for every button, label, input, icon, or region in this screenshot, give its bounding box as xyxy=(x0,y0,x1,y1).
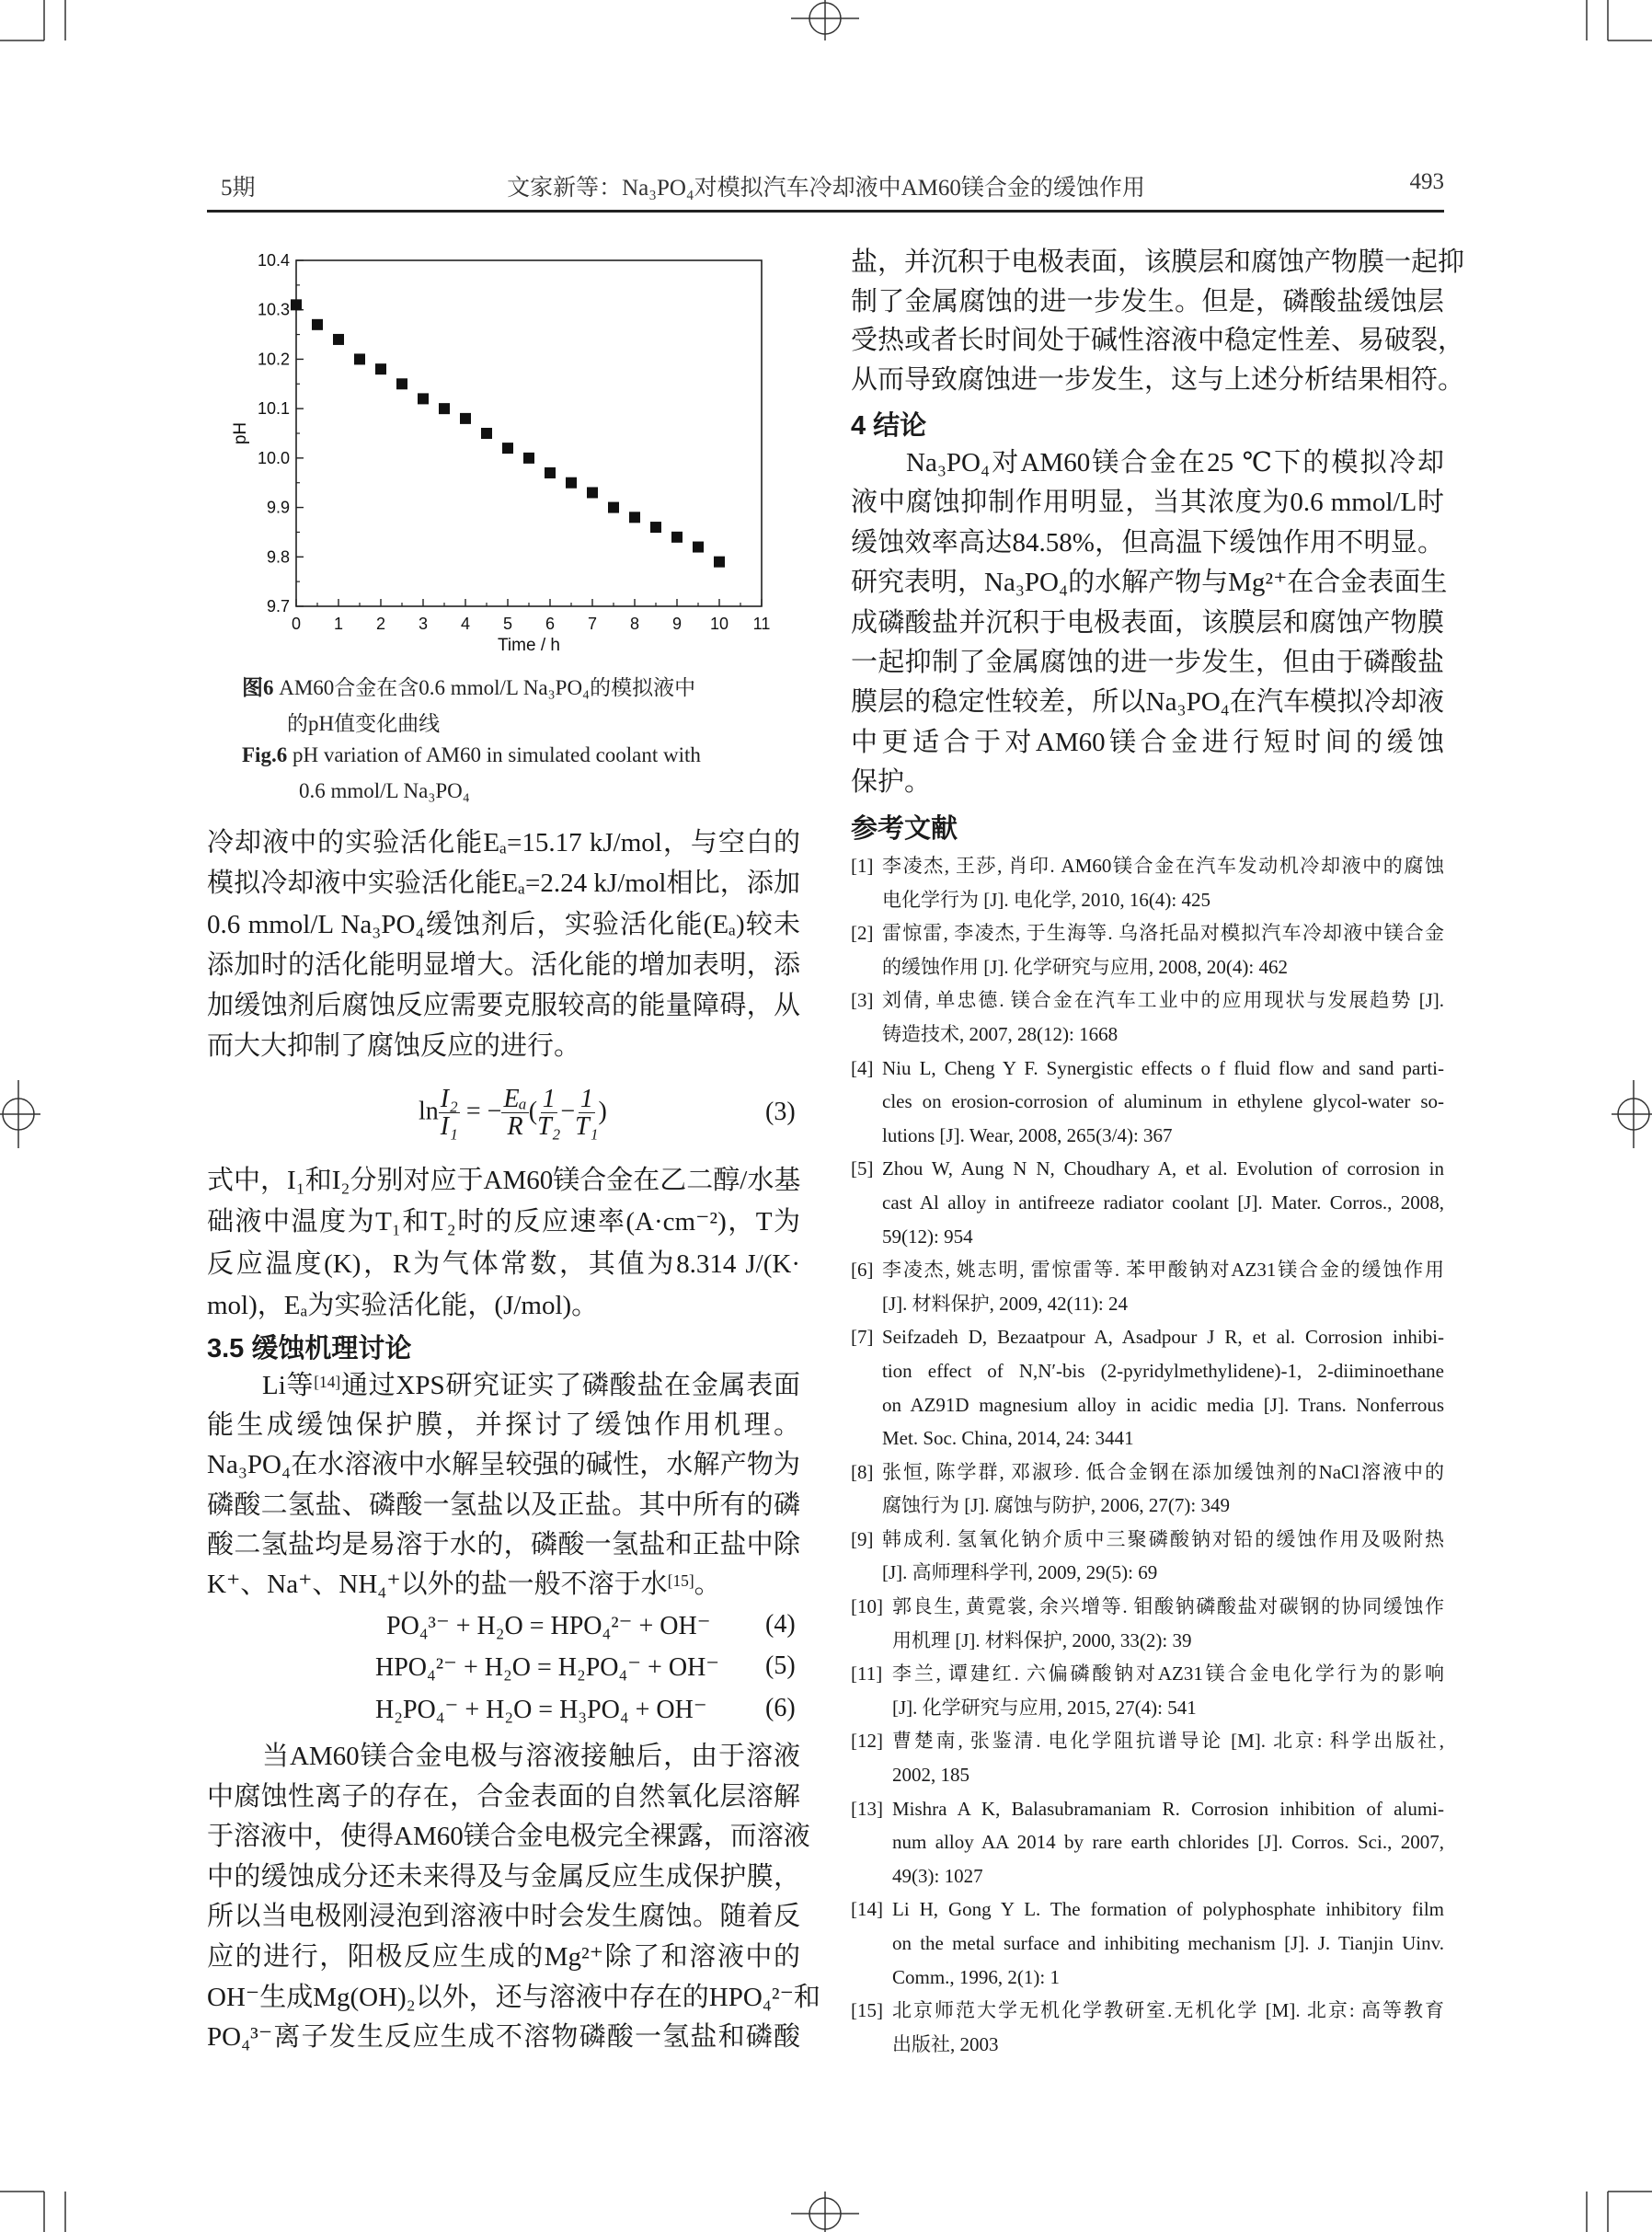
text-line: 保护。 xyxy=(851,767,932,798)
citation-link: [15] xyxy=(667,1571,694,1591)
reference-line: 李凌杰, 王莎, 肖印. AM60镁合金在汽车发动机冷却液中的腐蚀 xyxy=(882,855,1444,877)
reference-item xyxy=(851,1792,1444,1893)
reference-number: [7] xyxy=(851,1326,874,1349)
section-heading-4: 4 结论 xyxy=(851,411,927,441)
equation-4-number: (4) xyxy=(765,1610,796,1639)
reference-item xyxy=(851,1320,1444,1455)
equation-6: H₂PO₄⁻ + H₂O = H₃PO₄ + OH⁻ xyxy=(375,1696,707,1724)
reference-number: [13] xyxy=(851,1797,883,1820)
reference-item xyxy=(851,1523,1444,1590)
reference-item xyxy=(851,1152,1444,1253)
paragraph-variables xyxy=(207,1160,800,1327)
data-point xyxy=(460,413,471,424)
caption-en-line1: pH variation of AM60 in simulated coolant with xyxy=(292,743,701,766)
eq3-fraction-ea xyxy=(501,1086,528,1141)
reference-line: [J]. 高师理科学刊, 2009, 29(5): 69 xyxy=(882,1561,1158,1584)
reference-line: 49(3): 1027 xyxy=(892,1864,983,1887)
reference-line: 郭良生, 黄霓裳, 余兴增等. 钼酸钠磷酸盐对碳钢的协同缓蚀作 xyxy=(892,1595,1444,1618)
text-line: 液中腐蚀抑制作用明显，当其浓度为0.6 mmol/L时 xyxy=(851,488,1444,518)
reference-line: Mishra A K, Balasubramaniam R. Corrosion inhibition of alumi- xyxy=(892,1797,1444,1820)
x-tick-label: 5 xyxy=(502,615,513,633)
x-tick-label: 0 xyxy=(291,615,302,633)
text-line: 从而导致腐蚀进一步发生，这与上述分析结果相符。 xyxy=(851,365,1465,396)
reference-line: num alloy AA 2014 by rare earth chlorides [J]. Corros. Sci., 2007, xyxy=(892,1831,1444,1854)
y-tick-label: 9.9 xyxy=(266,498,290,517)
data-point xyxy=(629,512,640,523)
reference-item xyxy=(851,1253,1444,1320)
data-point xyxy=(291,299,302,310)
text-line: 中更适合于对AM60镁合金进行短时间的缓蚀 xyxy=(851,727,1444,757)
text-line: 0.6 mmol/L Na₃PO₄缓蚀剂后，实验活化能(Eₐ)较未 xyxy=(207,909,800,939)
equation-3-number: (3) xyxy=(765,1098,796,1126)
eq3-one-a: 1 xyxy=(542,1085,556,1113)
data-point xyxy=(587,487,598,498)
text-line xyxy=(207,1565,800,1605)
caption-en-label: Fig.6 xyxy=(242,743,288,766)
paragraph-activation-energy xyxy=(207,823,800,1067)
text-line: 成磷酸盐并沉积于电极表面，该膜层和腐蚀产物膜 xyxy=(851,607,1444,638)
reference-list xyxy=(851,849,1444,2061)
caption-cn-line1: AM60合金在含0.6 mmol/L Na₃PO₄的模拟液中 xyxy=(279,676,696,699)
eq3-equals: = xyxy=(465,1097,481,1126)
equation-3 xyxy=(419,1086,607,1141)
reference-line: Seifzadeh D, Bezaatpour A, Asadpour J R, et al. Corrosion inhibi- xyxy=(882,1326,1444,1349)
text-line: 于溶液中，使得AM60镁合金电极完全裸露，而溶液 xyxy=(207,1822,810,1852)
x-axis-label: Time / h xyxy=(498,636,560,655)
reference-item xyxy=(851,1590,1444,1657)
text-line xyxy=(207,1366,800,1406)
data-point xyxy=(650,522,661,533)
equation-6-number: (6) xyxy=(765,1694,796,1722)
x-tick-label: 2 xyxy=(375,615,386,633)
reference-number: [14] xyxy=(851,1898,883,1921)
data-point xyxy=(375,363,386,374)
section-heading-3-5: 3.5 缓蚀机理讨论 xyxy=(207,1334,412,1363)
data-point xyxy=(481,428,492,439)
text-segment: K⁺、Na⁺、NH₄⁺以外的盐一般不溶于水 xyxy=(207,1570,668,1600)
reference-line: Niu L, Cheng Y F. Synergistic effects o f fluid flow and sand parti- xyxy=(882,1056,1444,1079)
reference-line: [J]. 化学研究与应用, 2015, 27(4): 541 xyxy=(892,1696,1197,1719)
reference-number: [9] xyxy=(851,1527,874,1550)
y-tick-label: 9.8 xyxy=(266,547,290,567)
reference-number: [4] xyxy=(851,1056,874,1079)
reference-line: 北京师范大学无机化学教研室.无机化学 [M]. 北京: 高等教育 xyxy=(892,1999,1444,2022)
reference-line: Zhou W, Aung N N, Choudhary A, et al. Evolution of corrosion in xyxy=(882,1157,1444,1180)
text-segment: 通过XPS研究证实了磷酸盐在金属表面 xyxy=(340,1371,801,1400)
text-line: 中腐蚀性离子的存在，合金表面的自然氧化层溶解 xyxy=(207,1781,800,1812)
eq3-one-b: 1 xyxy=(579,1085,593,1113)
text-line: 式中，I₁和I₂分别对应于AM60镁合金在乙二醇/水基 xyxy=(207,1166,801,1195)
reference-line: 李兰, 谭建红. 六偏磷酸钠对AZ31镁合金电化学行为的影响 xyxy=(892,1662,1444,1686)
text-line: Na₃PO₄对AM60镁合金在25 ℃下的模拟冷却 xyxy=(906,448,1444,477)
reference-line: 铸造技术, 2007, 28(12): 1668 xyxy=(882,1022,1119,1045)
text-line: mol)，Eₐ为实验活化能，(J/mol)。 xyxy=(207,1290,599,1320)
reference-number: [10] xyxy=(851,1595,883,1618)
eq3-ln: ln xyxy=(419,1097,439,1126)
y-axis-label: pH xyxy=(231,421,250,445)
data-point xyxy=(566,477,577,489)
reference-line: cast Al alloy in antifreeze radiator coolant [J]. Mater. Corros., 2008, xyxy=(882,1191,1444,1214)
text-line: 模拟冷却液中实验活化能Eₐ=2.24 kJ/mol相比，添加 xyxy=(207,869,800,899)
eq3-r: R xyxy=(507,1112,523,1142)
reference-line: [J]. 材料保护, 2009, 42(11): 24 xyxy=(882,1292,1128,1315)
text-segment: 。 xyxy=(694,1570,721,1600)
data-point xyxy=(396,378,407,389)
reference-number: [12] xyxy=(851,1730,883,1753)
eq3-i2: I₂ xyxy=(440,1085,458,1113)
y-tick-label: 10.2 xyxy=(257,350,290,369)
reference-line: 腐蚀行为 [J]. 腐蚀与防护, 2006, 27(7): 349 xyxy=(882,1494,1230,1517)
data-point xyxy=(312,319,323,330)
data-point xyxy=(523,453,534,464)
reference-item xyxy=(851,849,1444,916)
data-point xyxy=(671,532,683,543)
eq3-fraction-t1 xyxy=(575,1086,598,1141)
reference-item xyxy=(851,1893,1444,1994)
x-tick-label: 8 xyxy=(629,615,640,633)
x-tick-label: 3 xyxy=(418,615,429,633)
reference-line: on the metal surface and inhibiting mechanism [J]. J. Tianjin Uinv. xyxy=(892,1932,1444,1954)
paragraph-continued xyxy=(851,243,1465,400)
paragraph-mechanism xyxy=(207,1366,800,1605)
text-line: 酸二氢盐均是易溶于水的，磷酸一氢盐和正盐中除 xyxy=(207,1529,800,1559)
reference-line: 用机理 [J]. 材料保护, 2000, 33(2): 39 xyxy=(892,1628,1192,1651)
x-tick-label: 7 xyxy=(587,615,598,633)
text-line: 冷却液中的实验活化能Eₐ=15.17 kJ/mol，与空白的 xyxy=(207,828,800,857)
eq3-minus2: − xyxy=(560,1097,576,1126)
reference-number: [2] xyxy=(851,922,874,945)
eq3-t2: T₂ xyxy=(537,1112,561,1142)
eq3-i1: I₁ xyxy=(440,1112,458,1142)
citation-link: [14] xyxy=(314,1373,341,1391)
reference-item xyxy=(851,1657,1444,1724)
eq3-minus: − xyxy=(487,1097,502,1126)
reference-line: Comm., 1996, 2(1): 1 xyxy=(892,1965,1060,1988)
text-line: 中的缓蚀成分还未来得及与金属反应生成保护膜， xyxy=(207,1861,800,1892)
text-line: 当AM60镁合金电极与溶液接触后，由于溶液 xyxy=(262,1742,800,1771)
reference-line: 电化学行为 [J]. 电化学, 2010, 16(4): 425 xyxy=(882,888,1210,911)
x-tick-label: 4 xyxy=(460,615,471,633)
reference-line: lutions [J]. Wear, 2008, 265(3/4): 367 xyxy=(882,1123,1173,1146)
x-tick-label: 9 xyxy=(671,615,683,633)
reference-line: Li H, Gong Y L. The formation of polyphosphate inhibitory film xyxy=(892,1898,1444,1921)
text-line: OH⁻生成Mg(OH)₂以外，还与溶液中存在的HPO₄²⁻和 xyxy=(207,1982,820,2012)
issue-number: 5期 xyxy=(221,176,256,201)
reference-line: on AZ91D magnesium alloy in acidic media [J]. Trans. Nonferrous xyxy=(882,1393,1444,1416)
reference-number: [8] xyxy=(851,1460,874,1483)
equation-5: HPO₄²⁻ + H₂O = H₂PO₄⁻ + OH⁻ xyxy=(375,1653,720,1682)
x-tick-label: 10 xyxy=(709,615,729,633)
data-point xyxy=(693,542,704,553)
text-line: Na₃PO₄在水溶液中水解呈较强的碱性，水解产物为 xyxy=(207,1450,800,1480)
reference-line: 出版社, 2003 xyxy=(892,2032,999,2055)
reference-item xyxy=(851,1994,1444,2061)
reference-item xyxy=(851,916,1444,984)
data-point xyxy=(545,467,556,478)
text-line: 制了金属腐蚀的进一步发生。但是，磷酸盐缓蚀层 xyxy=(851,286,1444,316)
reference-line: cles on erosion-corrosion of aluminum in ethylene glycol-water so- xyxy=(882,1090,1444,1113)
text-line: 磷酸二氢盐、磷酸一氢盐以及正盐。其中所有的磷 xyxy=(207,1490,800,1520)
reference-number: [5] xyxy=(851,1157,874,1180)
x-tick-label: 1 xyxy=(333,615,344,633)
caption-en-line2: 0.6 mmol/L Na₃PO₄ xyxy=(299,779,470,802)
eq3-fraction-t2 xyxy=(537,1086,560,1141)
y-tick-label: 10.4 xyxy=(257,251,290,270)
reference-number: [15] xyxy=(851,1999,883,2022)
reference-number: [1] xyxy=(851,855,874,877)
data-point xyxy=(502,443,513,454)
eq3-lparen: ( xyxy=(528,1097,538,1126)
text-line: PO₄³⁻离子发生反应生成不溶物磷酸一氢盐和磷酸 xyxy=(207,2022,800,2053)
reference-line: 2002, 185 xyxy=(892,1764,969,1787)
reference-line: 韩成利. 氢氧化钠介质中三聚磷酸钠对铅的缓蚀作用及吸附热 xyxy=(882,1527,1444,1550)
reference-number: [3] xyxy=(851,989,874,1012)
x-tick-label: 6 xyxy=(545,615,556,633)
equation-5-number: (5) xyxy=(765,1651,796,1680)
data-point xyxy=(608,502,619,513)
caption-cn-line2: 的pH值变化曲线 xyxy=(287,712,441,735)
data-point xyxy=(333,334,344,345)
registration-mark-left xyxy=(0,1080,40,1148)
text-line: 膜层的稳定性较差，所以Na₃PO₄在汽车模拟冷却液 xyxy=(851,687,1444,718)
data-point xyxy=(714,557,725,568)
reference-item xyxy=(851,1455,1444,1523)
reference-line: 曹楚南, 张鉴清. 电化学阻抗谱导论 [M]. 北京: 科学出版社, xyxy=(892,1730,1444,1753)
page-number: 493 xyxy=(1409,169,1444,194)
reference-line: 刘倩, 单忠德. 镁合金在汽车工业中的应用现状与发展趋势 [J]. xyxy=(882,989,1444,1012)
paragraph-conclusion xyxy=(851,443,1448,803)
text-line: 而大大抑制了腐蚀反应的进行。 xyxy=(207,1031,581,1062)
text-line: 盐，并沉积于电极表面，该膜层和腐蚀产物膜一起抑 xyxy=(851,247,1465,277)
y-tick-label: 9.7 xyxy=(266,597,290,616)
text-segment: Li等 xyxy=(262,1371,315,1400)
text-line: 一起抑制了金属腐蚀的进一步发生，但由于磷酸盐 xyxy=(851,648,1444,678)
eq3-t1: T₁ xyxy=(575,1112,599,1142)
data-point xyxy=(418,393,429,404)
reference-line: 的缓蚀作用 [J]. 化学研究与应用, 2008, 20(4): 462 xyxy=(882,955,1288,978)
reference-line: 张恒, 陈学群, 邓淑珍. 低合金钢在添加缓蚀剂的NaCl溶液中的 xyxy=(882,1460,1444,1483)
plot-frame xyxy=(296,260,762,606)
data-point xyxy=(354,353,365,364)
reference-item xyxy=(851,1724,1444,1791)
text-line: 础液中温度为T₁和T₂时的反应速率(A·cm⁻²)，T为 xyxy=(207,1207,800,1237)
text-line: 反应温度(K)，R为气体常数，其值为8.314 J/(K· xyxy=(207,1248,800,1279)
registration-mark-right xyxy=(1612,1080,1652,1148)
y-tick-label: 10.1 xyxy=(257,399,290,419)
data-point xyxy=(439,403,450,414)
eq3-rparen: ) xyxy=(598,1097,607,1126)
figure-caption-cn xyxy=(242,671,695,701)
text-line: 缓蚀效率高达84.58%，但高温下缓蚀作用不明显。 xyxy=(851,527,1444,558)
ph-time-chart xyxy=(0,0,828,681)
reference-line: tion effect of N,N′-bis (2-pyridylmethylidene)-1, 2-diiminoethane xyxy=(882,1359,1444,1382)
x-tick-label: 11 xyxy=(752,615,771,633)
text-line: 添加时的活化能明显增大。活化能的增加表明，添 xyxy=(207,949,800,980)
text-line: 受热或者长时间处于碱性溶液中稳定性差、易破裂， xyxy=(851,326,1465,356)
reference-line: Met. Soc. China, 2014, 24: 3441 xyxy=(882,1427,1134,1450)
reference-line: 李凌杰, 姚志明, 雷惊雷等. 苯甲酸钠对AZ31镁合金的缓蚀作用 xyxy=(882,1259,1444,1282)
y-tick-label: 10.0 xyxy=(257,448,290,467)
reference-item xyxy=(851,984,1444,1051)
caption-cn-label: 图6 xyxy=(242,676,274,699)
y-tick-label: 10.3 xyxy=(257,300,290,319)
equation-4: PO₄³⁻ + H₂O = HPO₄²⁻ + OH⁻ xyxy=(386,1612,711,1640)
eq3-fraction-current xyxy=(439,1086,460,1141)
paragraph-corrosion-process xyxy=(207,1737,820,2058)
reference-number: [11] xyxy=(851,1662,883,1686)
reference-line: 59(12): 954 xyxy=(882,1225,973,1248)
figure-caption-en xyxy=(242,743,701,767)
reference-number: [6] xyxy=(851,1259,874,1282)
reference-item xyxy=(851,1052,1444,1153)
reference-line: 雷惊雷, 李凌杰, 于生海等. 乌洛托品对模拟汽车冷却液中镁合金 xyxy=(882,922,1444,945)
eq3-ea: Eₐ xyxy=(503,1085,527,1113)
text-line: 所以当电极刚浸泡到溶液中时会发生腐蚀。随着反 xyxy=(207,1902,800,1932)
text-line: 加缓蚀剂后腐蚀反应需要克服较高的能量障碍，从 xyxy=(207,991,800,1021)
references-heading: 参考文献 xyxy=(851,814,958,844)
running-title: 文家新等：Na₃PO₄对模拟汽车冷却液中AM60镁合金的缓蚀作用 xyxy=(507,176,1145,201)
registration-mark-bottom xyxy=(791,2192,859,2232)
text-line: 能生成缓蚀保护膜，并探讨了缓蚀作用机理。 xyxy=(207,1410,800,1441)
text-line: 应的进行，阳极反应生成的Mg²⁺除了和溶液中的 xyxy=(207,1941,800,1972)
text-line: 研究表明，Na₃PO₄的水解产物与Mg²⁺在合金表面生 xyxy=(851,568,1448,598)
